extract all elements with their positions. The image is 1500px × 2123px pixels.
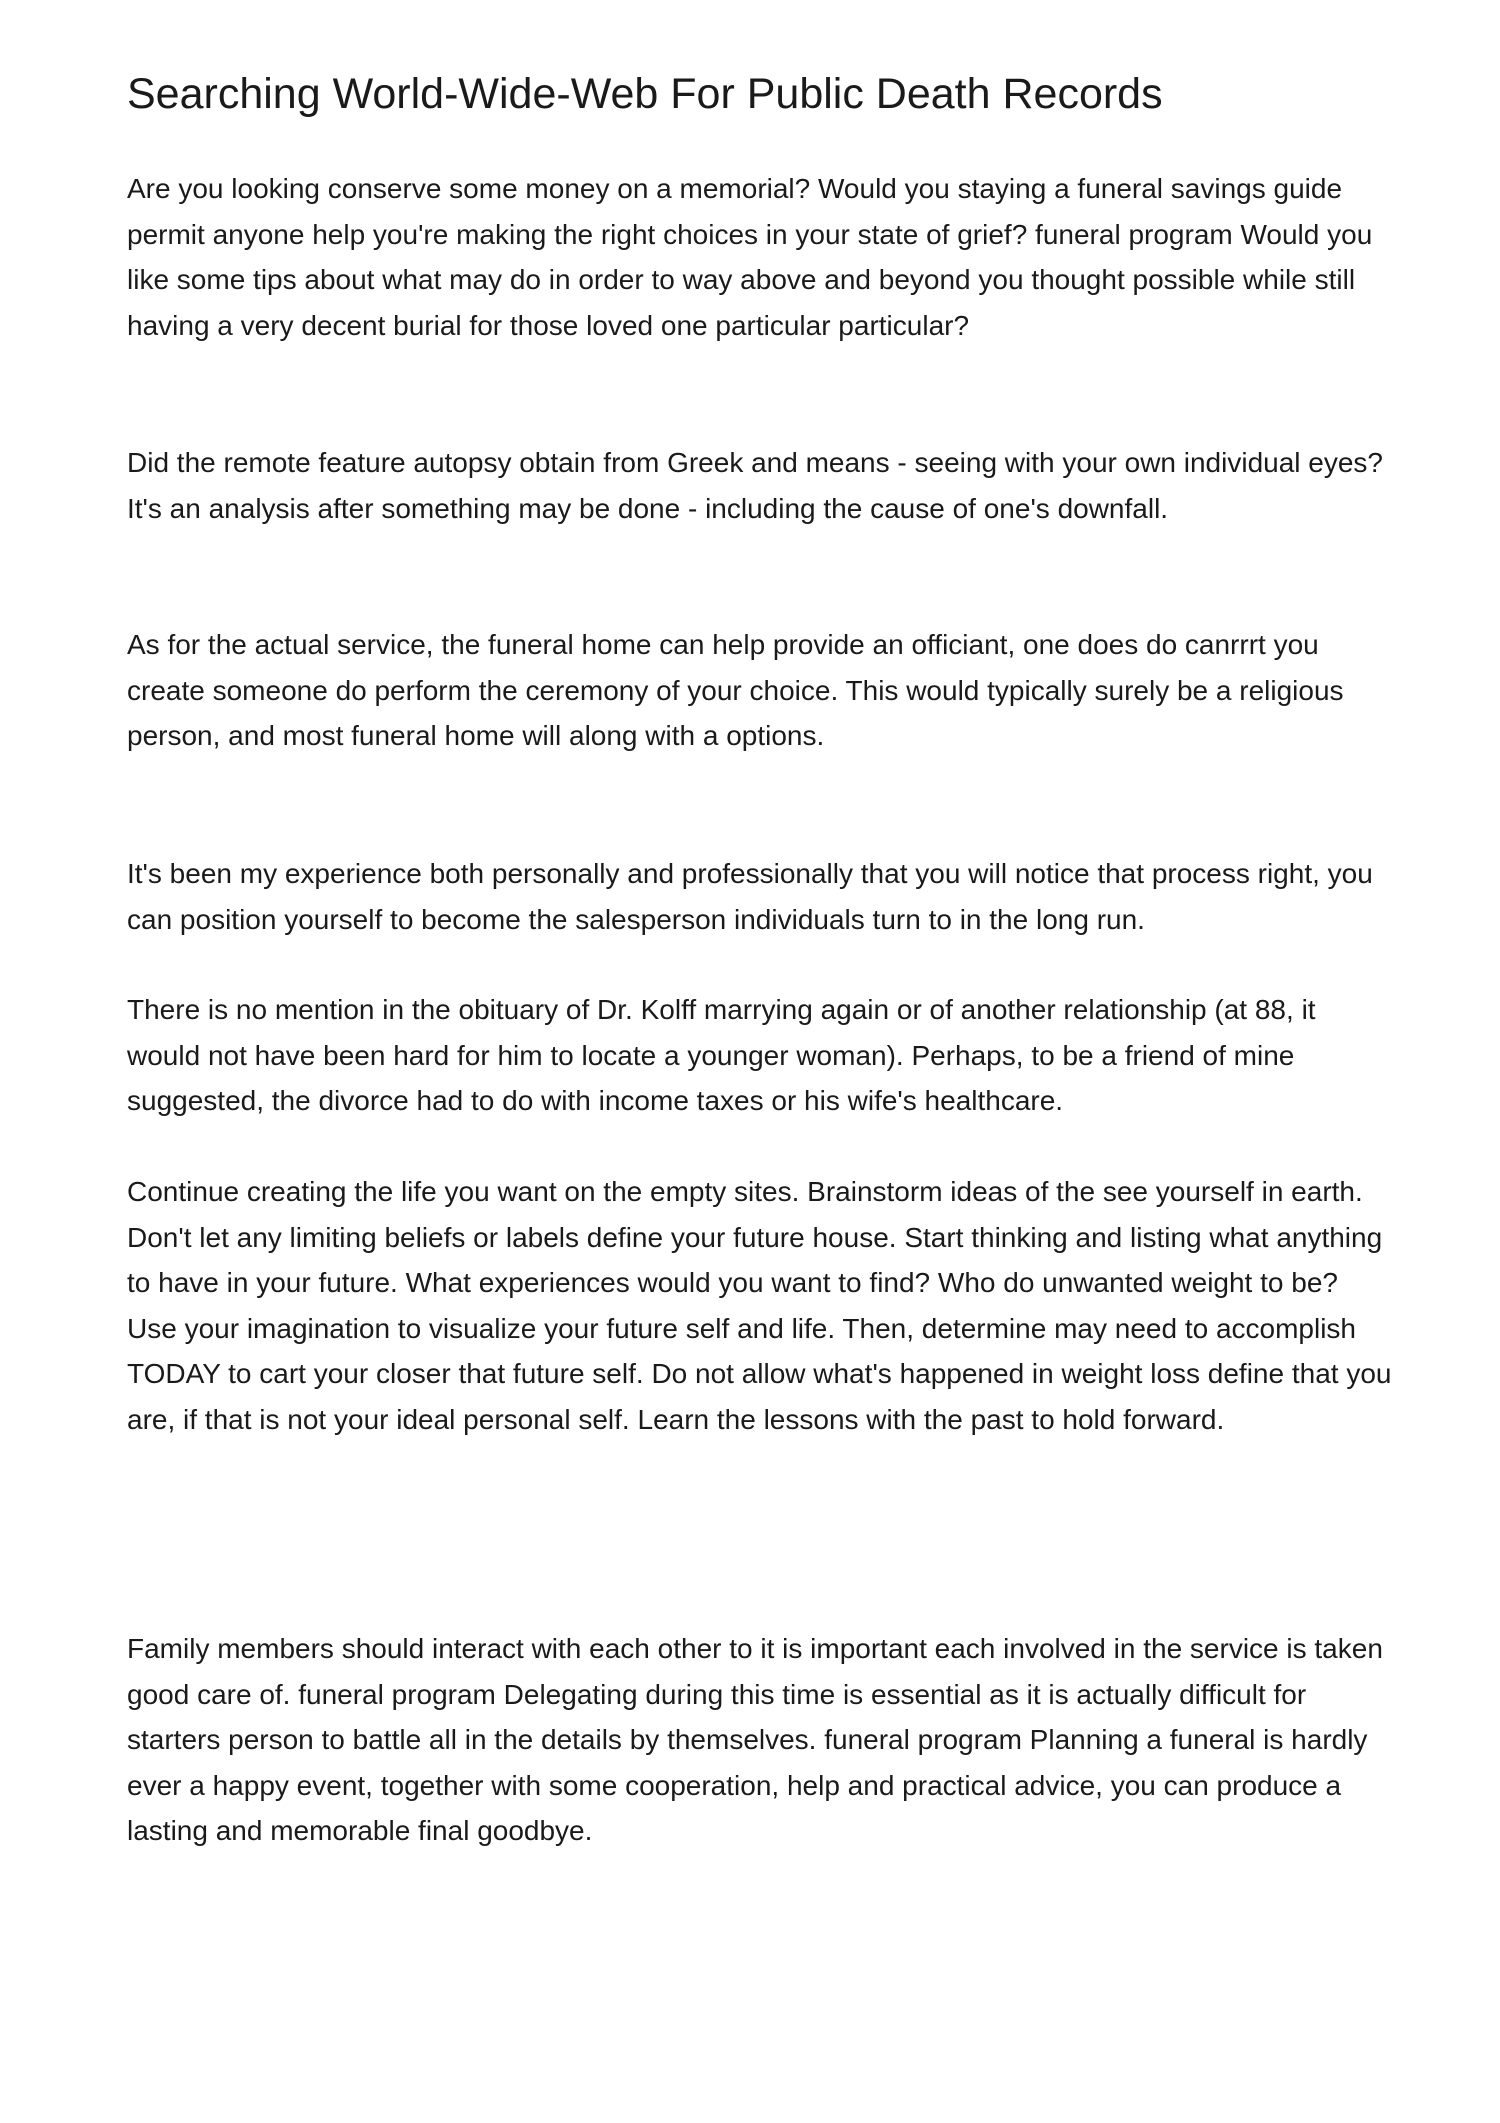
document-title: Searching World-Wide-Web For Public Death Records	[127, 70, 1163, 118]
paragraph-2: Did the remote feature autopsy obtain from Greek and means - seeing with your own individual eyes? It's an analysis after something may be done - including the cause of one's downfall.	[127, 447, 1384, 524]
paragraph-7: Family members should interact with each other to it is important each involved in the service is taken good care of. funeral program Delegating during this time is essential as it is actually difficult for starters person to battle all in the details by themselves. funeral program Planning a funeral is hardly ever a happy event, together with some cooperation, help and practical advice, you can produce a lasting and memorable final goodbye.	[127, 1633, 1383, 1847]
paragraph-4: It's been my experience both personally and professionally that you will notice that process right, you can position yourself to become the salesperson individuals turn to in the long run.	[127, 858, 1373, 935]
paragraph-6: Continue creating the life you want on the empty sites. Brainstorm ideas of the see yourself in earth. Don't let any limiting beliefs or labels define your future house. Start thinking and listing what anything to have in your future. What experiences would you want to find? Who do unwanted weight to be? Use your imagination to visualize your future self and life. Then, determine may need to accomplish TODAY to cart your closer that future self. Do not allow what's happened in weight loss define that you are, if that is not your ideal personal self. Learn the lessons with the past to hold forward.	[127, 1176, 1392, 1435]
paragraph-5: There is no mention in the obituary of Dr. Kolff marrying again or of another relationship (at 88, it would not have been hard for him to locate a younger woman). Perhaps, to be a friend of mine suggested, the divorce had to do with income taxes or his wife's healthcare.	[127, 994, 1316, 1117]
paragraph-1: Are you looking conserve some money on a memorial? Would you staying a funeral savings guide permit anyone help you're making the right choices in your state of grief? funeral program Would you like some tips about what may do in order to way above and beyond you thought possible while still having a very decent burial for those loved one particular particular?	[127, 173, 1373, 341]
paragraph-3: As for the actual service, the funeral home can help provide an officiant, one does do canrrrt you create someone do perform the ceremony of your choice. This would typically surely be a religious person, and most funeral home will along with a options.	[127, 629, 1344, 752]
